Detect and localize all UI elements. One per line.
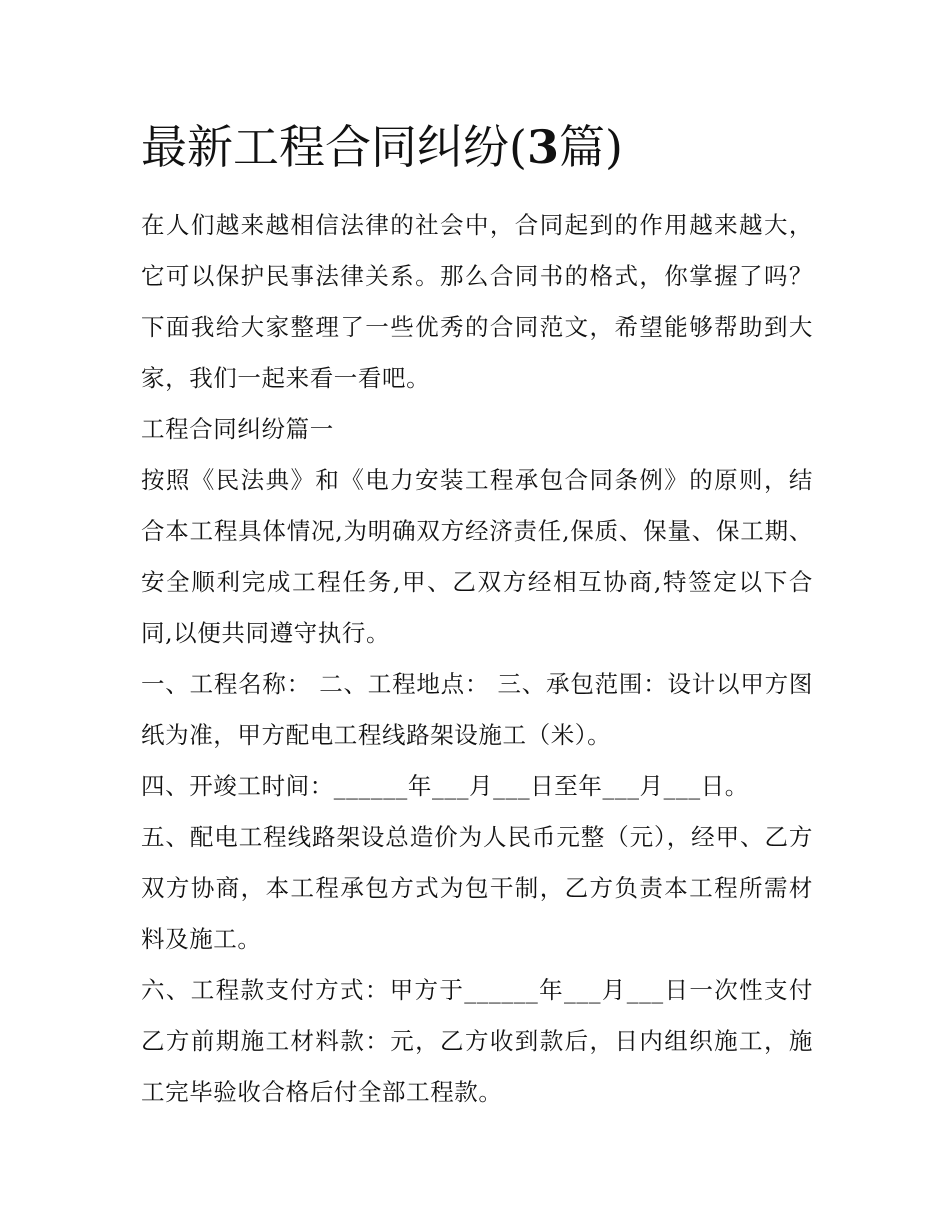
document-body xyxy=(141,112,813,1118)
clause-schedule: 四、开竣工时间：______年___月___日至年___月___日。 xyxy=(141,772,749,800)
intro-paragraph: 在人们越来越相信法律的社会中，合同起到的作用越来越大，它可以保护民事法律关系。那么合同书的格式，你掌握了吗？下面我给大家整理了一些优秀的合同范文，希望能够帮助到大家，我们一起来看一看吧。 xyxy=(141,211,813,392)
title-main: 最新工程合同纠纷( xyxy=(141,120,527,174)
title-end: 篇) xyxy=(558,120,623,174)
section-heading: 工程合同纠纷篇一 xyxy=(141,415,334,443)
document-title xyxy=(141,112,813,182)
title-number: 3 xyxy=(526,120,559,174)
clause-payment: 六、工程款支付方式：甲方于______年___月___日一次性支付乙方前期施工材料款：元，乙方收到款后，日内组织施工，施工完毕验收合格后付全部工程款。 xyxy=(141,976,813,1106)
clause-project-info: 一、工程名称： 二、工程地点： 三、承包范围：设计以甲方图纸为准，甲方配电工程线路架设施工（米）。 xyxy=(141,670,813,749)
contract-preamble: 按照《民法典》和《电力安装工程承包合同条例》的原则，结合本工程具体情况,为明确双方经济责任,保质、保量、保工期、安全顺利完成工程任务,甲、乙双方经相互协商,特签定以下合同,以便共同遵守执行。 xyxy=(141,466,813,647)
clause-total-cost: 五、配电工程线路架设总造价为人民币元整（元），经甲、乙方双方协商，本工程承包方式为包干制，乙方负责本工程所需材料及施工。 xyxy=(141,823,813,953)
